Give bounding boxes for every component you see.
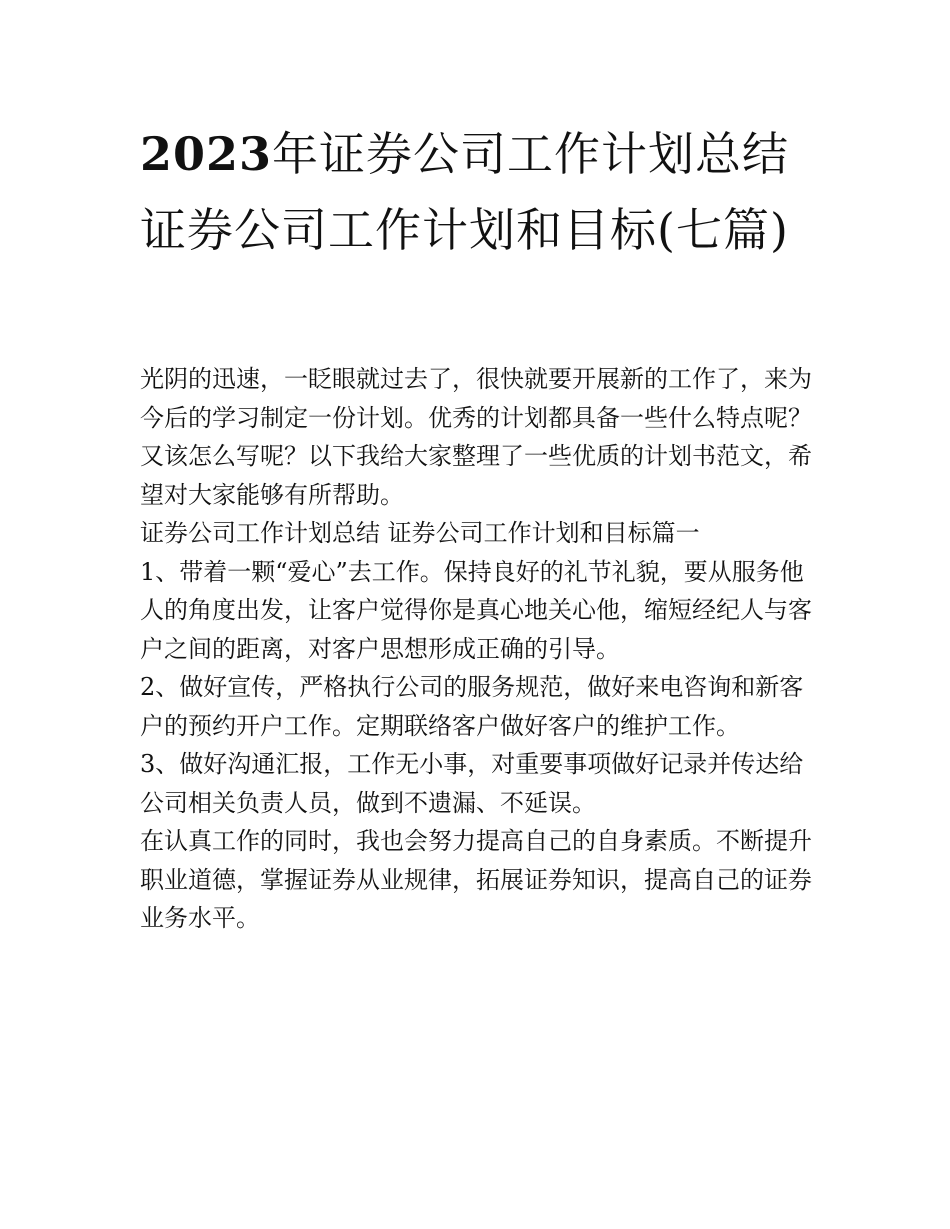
intro-paragraph: 光阴的迅速，一眨眼就过去了，很快就要开展新的工作了，来为今后的学习制定一份计划。优秀的计划都具备一些什么特点呢？又该怎么写呢？以下我给大家整理了一些优质的计划书范文，希望对大家能够有所帮助。: [140, 365, 812, 509]
title-text: 年证券公司工作计划总结 证券公司工作计划和目标(七篇): [140, 127, 790, 257]
list-item-1: 1、带着一颗“爱心”去工作。保持良好的礼节礼貌，要从服务他人的角度出发，让客户觉得你是真心地关心他，缩短经纪人与客户之间的距离，对客户思想形成正确的引导。: [140, 557, 812, 663]
closing-paragraph: 在认真工作的同时，我也会努力提高自己的自身素质。不断提升职业道德，掌握证券从业规律，拓展证券知识，提高自己的证券业务水平。: [140, 827, 812, 932]
title-year: 2023: [140, 127, 273, 181]
section-heading: 证券公司工作计划总结 证券公司工作计划和目标篇一: [140, 519, 700, 547]
list-item-3: 3、做好沟通汇报，工作无小事，对重要事项做好记录并传达给公司相关负责人员，做到不遗漏、不延误。: [140, 750, 804, 817]
document-title: [140, 116, 820, 268]
list-item-2: 2、做好宣传，严格执行公司的服务规范，做好来电咨询和新客户的预约开户工作。定期联络客户做好客户的维护工作。: [140, 673, 804, 740]
document-body: [140, 360, 815, 938]
